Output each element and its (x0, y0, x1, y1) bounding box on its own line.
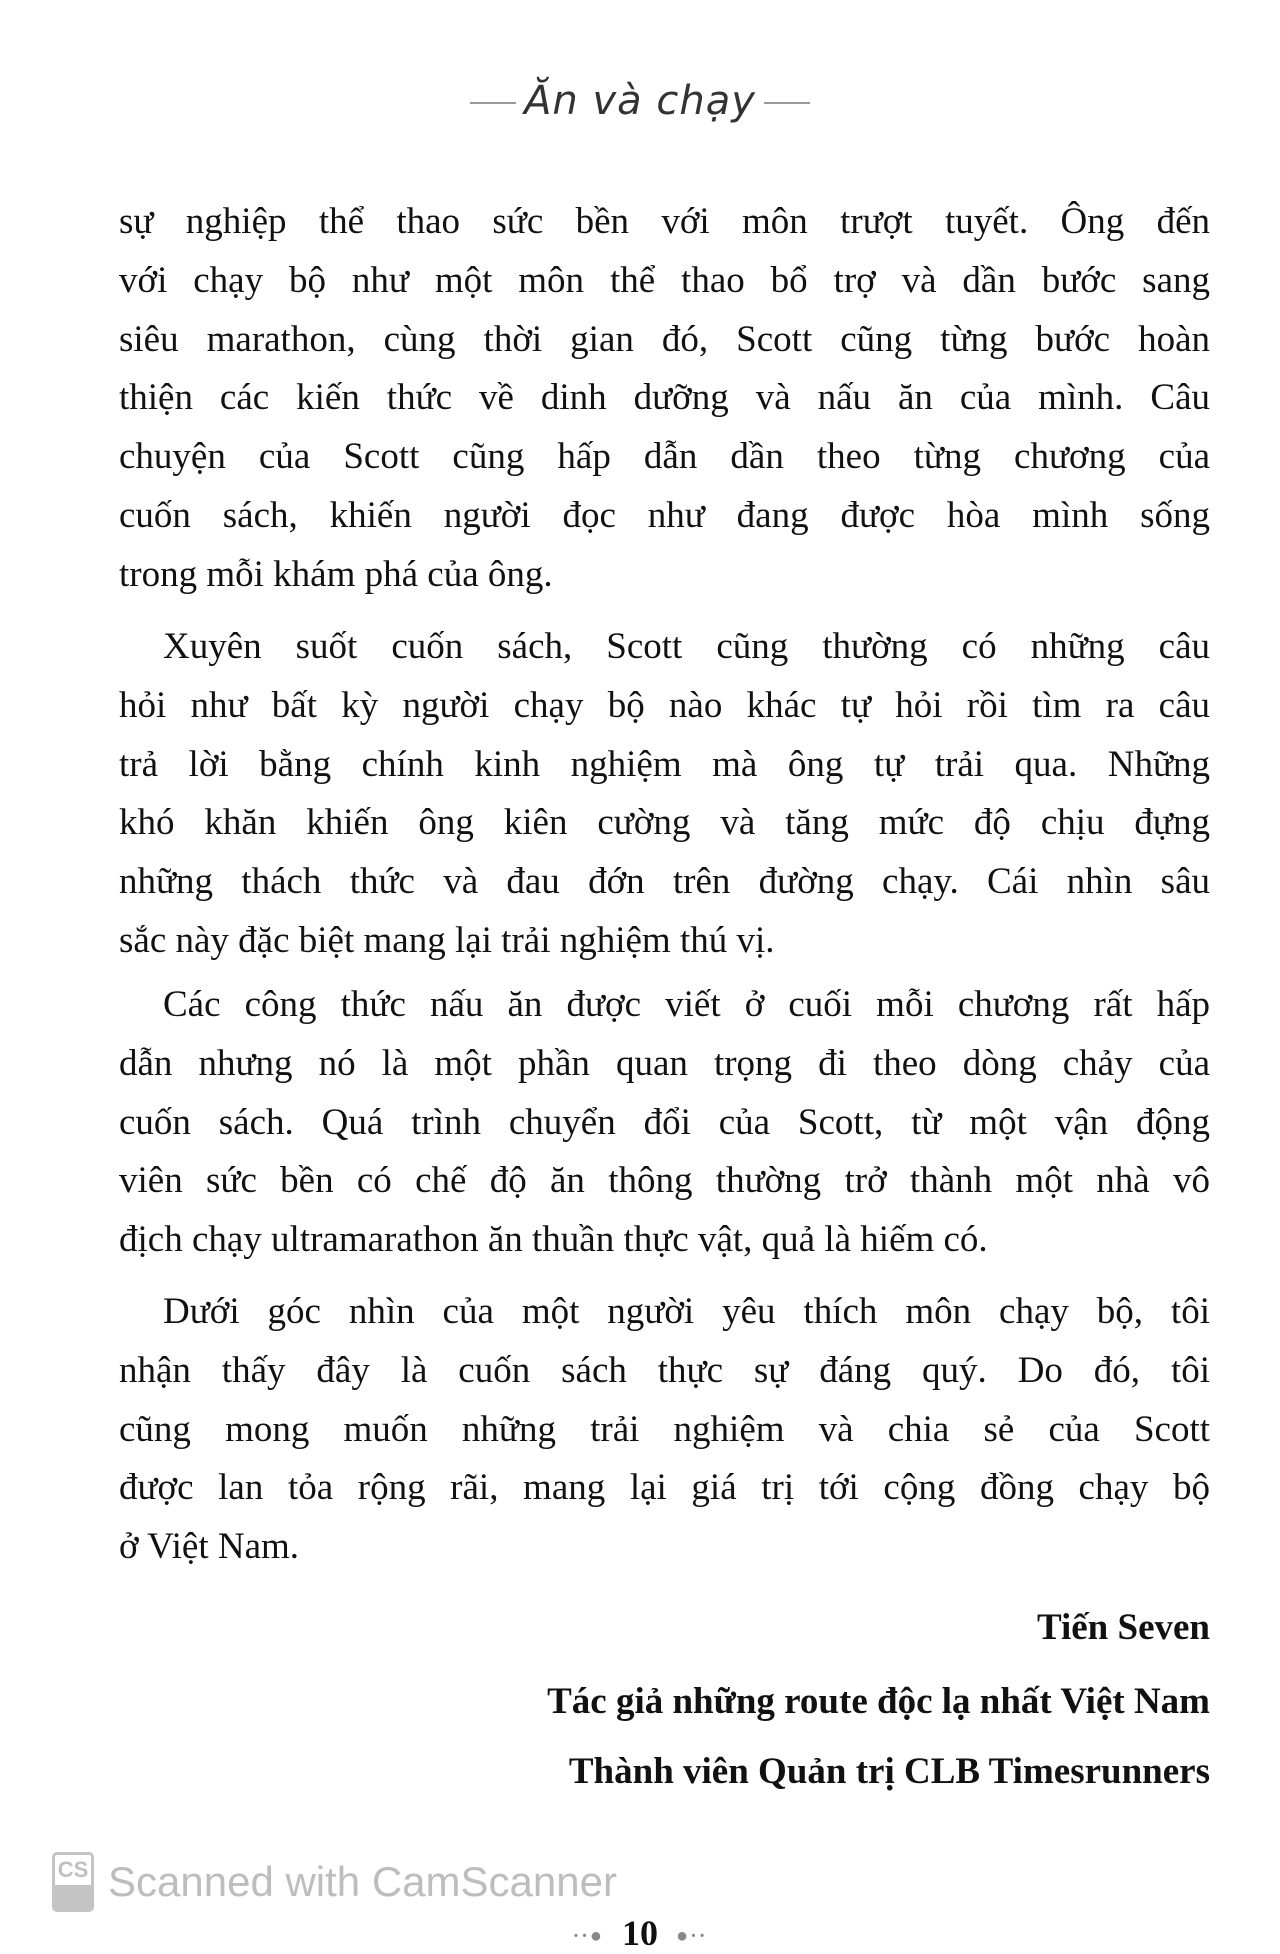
page-number-text: 10 (622, 1913, 658, 1953)
watermark-text: Scanned with CamScanner (108, 1858, 617, 1905)
camscanner-watermark (52, 1852, 617, 1912)
paragraph-4-line: nhận thấy đây là cuốn sách thực sự đáng quý. Do đó, tôi (119, 1349, 1210, 1391)
paragraph-3-line: dẫn nhưng nó là một phần quan trọng đi theo dòng chảy của (119, 1042, 1210, 1084)
signature-name: Tiến Seven (1036, 1607, 1210, 1648)
paragraph-2-line: hỏi như bất kỳ người chạy bộ nào khác tự hỏi rồi tìm ra câu (119, 684, 1210, 726)
paragraph-2-line: trả lời bằng chính kinh nghiệm mà ông tự trải qua. Những (119, 743, 1210, 785)
paragraph-1-line: với chạy bộ như một môn thể thao bổ trợ và dần bước sang (119, 259, 1210, 301)
dots-left: ··● (572, 1925, 604, 1948)
header-ornament-left (470, 102, 516, 104)
paragraph-4-line: được lan tỏa rộng rãi, mang lại giá trị tới cộng đồng chạy bộ (119, 1467, 1210, 1509)
paragraph-3-line: địch chạy ultramarathon ăn thuần thực vật, quả là hiếm có. (119, 1219, 988, 1260)
running-header (0, 78, 1280, 124)
paragraph-1-line: thiện các kiến thức về dinh dưỡng và nấu ăn của mình. Câu (119, 377, 1210, 419)
paragraph-3-line: Các công thức nấu ăn được viết ở cuối mỗi chương rất hấp (163, 984, 1210, 1025)
page-number (0, 1912, 1280, 1954)
paragraph-1-line: trong mỗi khám phá của ông. (119, 553, 553, 595)
paragraph-2-line: Xuyên suốt cuốn sách, Scott cũng thường có những câu (163, 626, 1210, 667)
header-ornament-right (764, 102, 810, 104)
dots-right: ●·· (676, 1925, 708, 1948)
paragraph-2-line: sắc này đặc biệt mang lại trải nghiệm thú vị. (119, 919, 775, 961)
paragraph-4-line: ở Việt Nam. (119, 1526, 300, 1567)
signature-role-1: Tác giả những route độc lạ nhất Việt Nam (547, 1681, 1210, 1722)
paragraph-3-line: viên sức bền có chế độ ăn thông thường trở thành một nhà vô (119, 1160, 1210, 1202)
paragraph-1-line: chuyện của Scott cũng hấp dẫn dần theo từng chương của (119, 436, 1210, 477)
camscanner-logo-icon (52, 1852, 94, 1912)
signature-role-2: Thành viên Quản trị CLB Timesrunners (568, 1751, 1210, 1792)
paragraph-1-line: siêu marathon, cùng thời gian đó, Scott cũng từng bước hoàn (119, 318, 1210, 360)
paragraph-2-line: những thách thức và đau đớn trên đường chạy. Cái nhìn sâu (119, 861, 1210, 902)
paragraph-3-line: cuốn sách. Quá trình chuyển đổi của Scott, từ một vận động (119, 1101, 1210, 1143)
running-title: Ăn và chạy (524, 78, 756, 124)
paragraph-4-line: Dưới góc nhìn của một người yêu thích môn chạy bộ, tôi (163, 1291, 1210, 1332)
logo-text: CS (57, 1857, 89, 1882)
paragraph-1-line: sự nghiệp thể thao sức bền với môn trượt tuyết. Ông đến (119, 201, 1210, 242)
paragraph-1-line: cuốn sách, khiến người đọc như đang được hòa mình sống (119, 494, 1210, 536)
paragraph-2-line: khó khăn khiến ông kiên cường và tăng mức độ chịu đựng (119, 802, 1210, 844)
paragraph-4-line: cũng mong muốn những trải nghiệm và chia sẻ của Scott (119, 1408, 1210, 1450)
